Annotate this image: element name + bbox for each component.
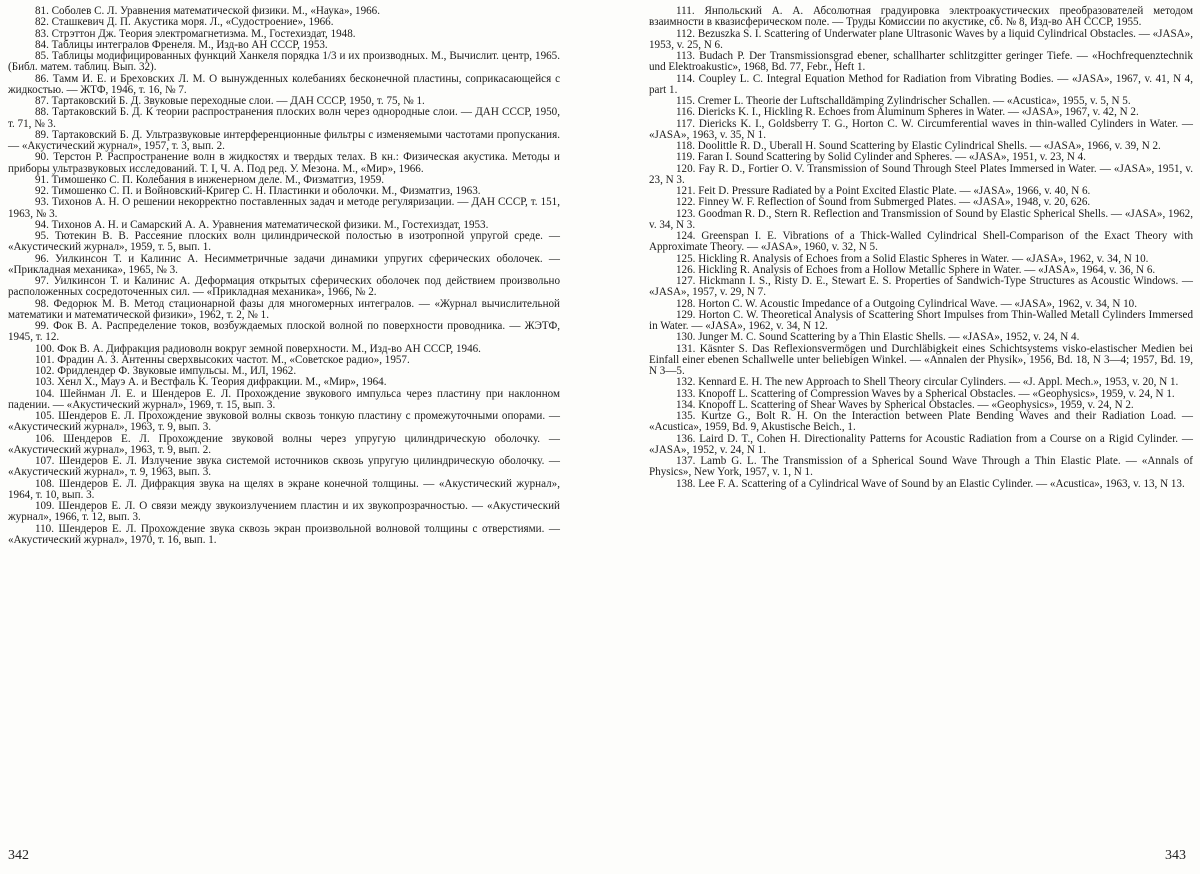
bibliography-entry-116: 116. Diericks K. I., Hickling R. Echoes from Aluminum Spheres in Water. — «JASA», 1967, v. 42, N 2.	[676, 106, 1139, 119]
bibliography-entry-122: 122. Finney W. F. Reflection of Sound from Submerged Plates. — «JASA», 1948, v. 20, 626.	[676, 196, 1091, 209]
bibliography-entry-137: 137. Lamb G. L. The Transmission of a Spherical Sound Wave Through a Thin Elastic Plate. — «Annals of Physics», New York, 1957, v. 1, N 1.	[649, 455, 1193, 479]
bibliography-entry-100: 100. Фок В. А. Дифракция радиоволн вокруг земной поверхности. М., Изд-во АН СССР, 1946.	[35, 342, 481, 355]
bibliography-entry-128: 128. Horton C. W. Acoustic Impedance of a Outgoing Cylindrical Wave. — «JASA», 1962, v. 34, N 10.	[676, 297, 1137, 310]
bibliography-entry-124: 124. Greenspan I. E. Vibrations of a Thick-Walled Cylindrical Shell-Comparison of the Exact Theory with Approximate Theory. — «JASA», 1960, v. 32, N 5.	[649, 230, 1193, 254]
bibliography-entry-138: 138. Lee F. A. Scattering of a Cylindrical Wave of Sound by an Elastic Cylinder. — «Acustica», 1963, v. 13, N 13.	[676, 477, 1185, 490]
bibliography-entry-102: 102. Фридлендер Ф. Звуковые импульсы. М., ИЛ, 1962.	[35, 365, 297, 377]
bibliography-entry-114: 114. Coupley L. C. Integral Equation Method for Radiation from Vibrating Bodies. — «JASA», 1967, v. 41, N 4, part 1.	[649, 72, 1193, 96]
bibliography-entry-97: 97. Уилкинсон Т. и Калинис А. Деформация открытых сферических оболочек под действием произвольно расположенных сосредоточенных сил. — «Прикладная механика», 1966, № 2.	[8, 275, 560, 299]
bibliography-entry-101: 101. Фрадин А. З. Антенны сверхвысоких частот. М., «Советское радио», 1957.	[35, 353, 410, 366]
bibliography-entry-98: 98. Федорюк М. В. Метод стационарной фазы для многомерных интегралов. — «Журнал вычислительной математики и математической физики», 1962, т. 2, № 1.	[8, 297, 560, 321]
bibliography-entry-107: 107. Шендеров Е. Л. Излучение звука системой источников сквозь упругую цилиндрическую оболочку. — «Акустический журнал», т. 9, 1963, вып. 3.	[8, 455, 560, 479]
bibliography-entry-109: 109. Шендеров Е. Л. О связи между звукоизлучением пластин и их звукопрозрачностью. — «Акустический журнал», 1966, т. 12, вып. 3.	[8, 500, 560, 524]
bibliography-entry-94: 94. Тихонов А. Н. и Самарский А. А. Уравнения математической физики. М., Гостехиздат, 1953.	[35, 218, 489, 231]
bibliography-column-right	[649, 6, 1193, 490]
bibliography-entry-104: 104. Шейнман Л. Е. и Шендеров Е. Л. Прохождение звукового импульса через пластину при наклонном падении. — «Акустический журнал», 1969, т. 15, вып. 3.	[8, 387, 560, 411]
bibliography-entry-126: 126. Hickling R. Analysis of Echoes from a Hollow Metallic Sphere in Water. — «JASA», 1964, v. 36, N 6.	[676, 263, 1156, 276]
bibliography-entry-129: 129. Horton C. W. Theoretical Analysis of Scattering Short Impulses from Thin-Walled Metall Cylinders Immersed in Water. — «JASA», 1962, v. 34, N 12.	[649, 308, 1193, 332]
page-number-right: 343	[1165, 848, 1186, 863]
bibliography-column-left	[8, 6, 560, 546]
bibliography-entry-130: 130. Junger M. C. Sound Scattering by a Thin Elastic Shells. — «JASA», 1952, v. 24, N 4.	[676, 331, 1080, 344]
bibliography-entry-119: 119. Faran I. Sound Scattering by Solid Cylinder and Spheres. — «JASA», 1951, v. 23, N 4.	[676, 151, 1086, 164]
bibliography-entry-86: 86. Тамм И. Е. и Брeховских Л. М. О вынужденных колебаниях бесконечной пластины, соприкасающейся с жидкостью. — ЖТФ, 1946, т. 16, № 7.	[8, 72, 560, 96]
bibliography-entry-81: 81. Соболев С. Л. Уравнения математической физики. М., «Наука», 1966.	[35, 5, 380, 17]
bibliography-entry-110: 110. Шендеров Е. Л. Прохождение звука сквозь экран произвольной волновой толщины с отверстиями. — «Акустический журнал», 1970, т. 16, вып. 1.	[8, 522, 560, 546]
page-number-left: 342	[8, 848, 29, 863]
bibliography-entry-89: 89. Тартаковский Б. Д. Ультразвуковые интерференционные фильтры с изменяемыми частотами пропускания. — «Акустический журнал», 1957, т. 3, вып. 2.	[8, 128, 560, 152]
bibliography-entry-121: 121. Feit D. Pressure Radiated by a Point Excited Elastic Plate. — «JASA», 1966, v. 40, N 6.	[676, 185, 1091, 197]
bibliography-entry-108: 108. Шендеров Е. Л. Дифракция звука на щелях в экране конечной толщины. — «Акустический журнал», 1964, т. 10, вып. 3.	[8, 477, 560, 501]
bibliography-entry-93: 93. Тихонов А. Н. О решении некорректно поставленных задач и методе регуляризации. — ДАН СССР, т. 151, 1963, № 3.	[8, 196, 560, 220]
bibliography-entry-103: 103. Хенл Х., Мауэ А. и Вестфаль К. Теория дифракции. М., «Мир», 1964.	[35, 376, 387, 389]
bibliography-entry-88: 88. Тартаковский Б. Д. К теории распространения плоских волн через однородные слои. — ДАН СССР, 1950, т. 71, № 3.	[8, 106, 560, 130]
bibliography-entry-105: 105. Шендеров Е. Л. Прохождение звуковой волны сквозь тонкую пластину с промежуточными опорами. — «Акустический журнал», 1963, т. 9, вып. 3.	[8, 410, 560, 434]
bibliography-entry-83: 83. Стрэттон Дж. Теория электромагнетизма. М., Гостехиздат, 1948.	[35, 27, 356, 40]
bibliography-entry-84: 84. Таблицы интегралов Френеля. М., Изд-во АН СССР, 1953.	[35, 38, 328, 51]
bibliography-entry-106: 106. Шендеров Е. Л. Прохождение звуковой волны через упругую цилиндрическую оболочку. — «Акустический журнал», 1963, т. 9, вып. 2.	[8, 432, 560, 456]
right-page	[600, 0, 1200, 874]
bibliography-entry-131: 131. Käsnter S. Das Reflexionsvermögen und Durchläbigkeit eines Schichtsystems visko-elastischer Medien bei Einfall einer ebenen Schallwelle unter beliebigen Winkel. — «Annalen der Physik», 1956, Bd. 18, N 3—4; 1957, Bd. 19, N 3—5.	[649, 342, 1193, 377]
bibliography-entry-118: 118. Doolittle R. D., Uberall H. Sound Scattering by Elastic Cylindrical Shells. — «JASA», 1966, v. 39, N 2.	[676, 140, 1161, 152]
bibliography-entry-111: 111. Янпольский А. А. Абсолютная градуировка электроакустических преобразователей методом взаимности в квазисферическом поле. — Труды Комиссии по акустике, сб. № 8, Изд-во АН СССР, 1955.	[649, 5, 1193, 29]
bibliography-entry-85: 85. Таблицы модифицированных функций Ханкеля порядка 1/3 и их производных. М., Вычислит. центр, 1965. (Библ. матем. таблиц. Вып. 32).	[8, 50, 560, 74]
bibliography-entry-117: 117. Diericks K. I., Goldsberry T. G., Horton C. W. Circumferential waves in thin-walled Cylinders in Water. — «JASA», 1963, v. 35, N 1.	[649, 117, 1193, 141]
bibliography-entry-82: 82. Сташкевич Д. П. Акустика моря. Л., «Судостроение», 1966.	[35, 16, 334, 29]
bibliography-entry-132: 132. Kennard E. H. The new Approach to Shell Theory circular Cylinders. — «J. Appl. Mech.», 1953, v. 20, N 1.	[676, 376, 1179, 389]
bibliography-entry-123: 123. Goodman R. D., Stern R. Reflection and Transmission of Sound by Elastic Spherical Shells. — «JASA», 1962, v. 34, N 3.	[649, 207, 1193, 231]
bibliography-entry-120: 120. Fay R. D., Fortier O. V. Transmission of Sound Through Steel Plates Immersed in Water. — «JASA», 1951, v. 23, N 3.	[649, 162, 1193, 186]
bibliography-entry-113: 113. Budach P. Der Transmissionsgrad ebener, schallharter schlitzgitter geringer Tiefe. — «Hochfrequenztechnik und Elektroakustic», 1968, Bd. 77, Febr., Heft 1.	[649, 50, 1193, 74]
bibliography-entry-90: 90. Терстон Р. Распространение волн в жидкостях и твердых телах. В кн.: Физическая акустика. Методы и приборы ультразвуковых исследований. Т. I, Ч. А. Под ред. У. Мезона. М., «Мир», 1966.	[8, 151, 560, 175]
bibliography-entry-135: 135. Kurtze G., Bolt R. H. On the Interaction between Plate Bending Waves and their Radiation Load. — «Acustica», 1959, Bd. 9, Akustische Beich., 1.	[649, 410, 1193, 434]
bibliography-entry-127: 127. Hickmann I. S., Risty D. E., Stewart E. S. Properties of Sandwich-Type Structures as Acoustic Windows. — «JASA», 1957, v. 29, N 7.	[649, 275, 1193, 299]
bibliography-entry-92: 92. Тимошенко С. П. и Войновский-Кригер С. Н. Пластинки и оболочки. М., Физматгиз, 1963.	[35, 185, 481, 197]
bibliography-entry-115: 115. Cremer L. Theorie der Luftschalldämping Zylindrischer Schallen. — «Acustica», 1955, v. 5, N 5.	[676, 95, 1131, 107]
bibliography-entry-136: 136. Laird D. T., Cohen H. Directionality Patterns for Acoustic Radiation from a Course on a Rigid Cylinder. — «JASA», 1952, v. 24, N 1.	[649, 432, 1193, 456]
bibliography-entry-91: 91. Тимошенко С. П. Колебания в инженерном деле. М., Физматгиз, 1959.	[35, 173, 385, 186]
bibliography-entry-125: 125. Hickling R. Analysis of Echoes from a Solid Elastic Spheres in Water. — «JASA», 1962, v. 34, N 10.	[676, 252, 1149, 265]
bibliography-entry-87: 87. Тартаковский Б. Д. Звуковые переходные слои. — ДАН СССР, 1950, т. 75, № 1.	[35, 95, 425, 107]
bibliography-entry-96: 96. Уилкинсон Т. и Калинис А. Несимметричные задачи динамики упругих сферических оболочек. — «Прикладная механика», 1965, № 3.	[8, 252, 560, 276]
bibliography-entry-95: 95. Тютекин В. В. Рассеяние плоских волн цилиндрической полостью в изотропной упругой среде. — «Акустический журнал», 1959, т. 5, вып. 1.	[8, 230, 560, 254]
bibliography-entry-99: 99. Фок В. А. Распределение токов, возбуждаемых плоской волной по поверхности проводника. — ЖЭТФ, 1945, т. 12.	[8, 320, 560, 344]
bibliography-entry-134: 134. Knopoff L. Scattering of Shear Waves by Spherical Obstacles. — «Geophysics», 1959, v. 24, N 2.	[676, 398, 1134, 411]
bibliography-entry-133: 133. Knopoff L. Scattering of Compression Waves by a Spherical Obstacles. — «Geophysics», 1959, v. 24, N 1.	[676, 387, 1175, 400]
bibliography-entry-112: 112. Bezuszka S. I. Scattering of Underwater plane Ultrasonic Waves by a liquid Cylindrical Obstacles. — «JASA», 1953, v. 25, N 6.	[649, 27, 1193, 51]
